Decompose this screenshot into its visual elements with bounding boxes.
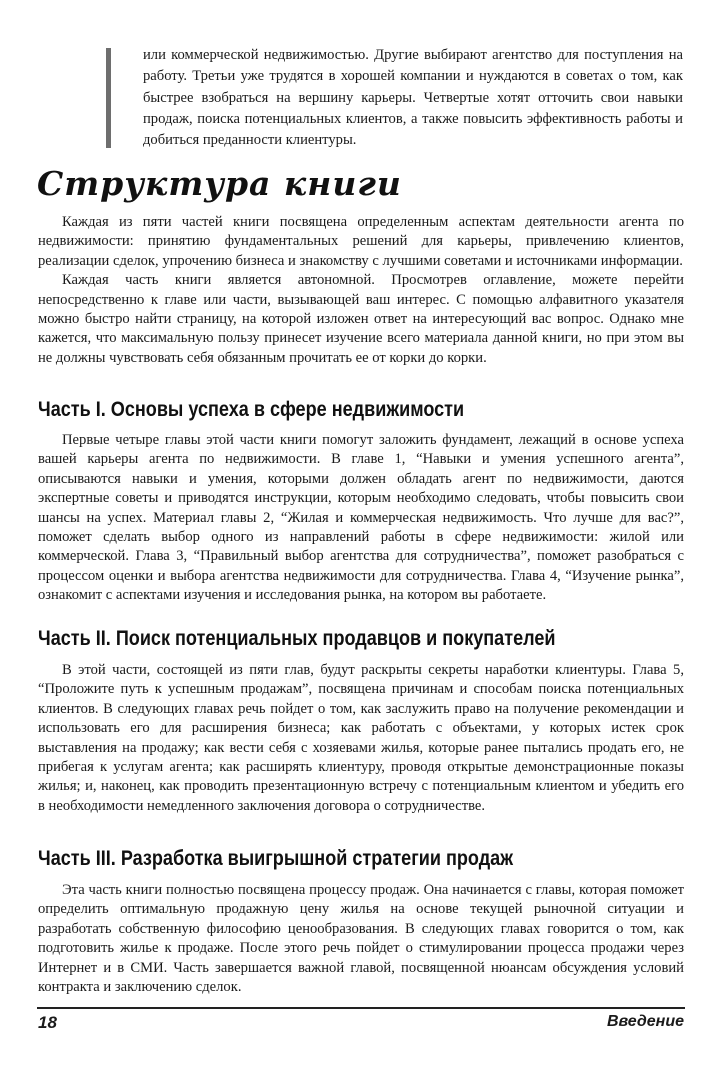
part1-paragraph: Первые четыре главы этой части книги помогут заложить фундамент, лежащий в основе успеха вашей карьеры агента по недвижимости. В главе 1, “Навыки и умения успешного агента”, описываются навыки и умения, которыми должен обладать агент по недвижимости, даются экспертные советы и приводятся инструкции, которым необходимо следовать, чтобы повысить свои шансы на успех. Материал главы 2, “Жилая и коммерческая недвижимость. Что лучше для вас?”, поможет сделать выбор одного из направлений работы в сфере недвижимости: жилой или коммерческой. Глава 3, “Правильный выбор агентства для сотрудничества”, поможет разобраться с процессом оценки и выбора агентства недвижимости для сотрудничества. Глава 4, “Изучение рынка”, ознакомит с аспектами изучения и исследования рынка, на котором вы работаете. [38,432,684,604]
intro-quote: или коммерческой недвижимостью. Другие выбирают агентство для поступления на работу. Третьи уже трудятся в хорошей компании и нуждаются в советах о том, как быстрее взобраться на вершину карьеры. Четвертые хотят отточить свои навыки продаж, поиска потенциальных клиентов, а также повысить эффективность работы и добиться преданности клиентуры. [143,47,683,149]
part3-body [38,881,684,997]
part1-body [38,431,684,606]
part2-body [38,661,684,816]
footer-divider [37,1007,685,1009]
structure-paragraph-1: Каждая из пяти частей книги посвящена определенным аспектам деятельности агента по недвижимости: принятию фундаментальных решений для карьеры, привлечению клиентов, реализации сделок, упрочению бизнеса и знакомству с лучшими советами и источниками информации. [38,214,684,269]
part3-paragraph: Эта часть книги полностью посвящена процессу продаж. Она начинается с главы, которая поможет определить оптимальную продажную цену жилья на основе текущей рыночной ситуации и разработать собственную философию ценообразования. В следующих главах говорится о том, как подготовить жилье к продаже. После этого речь пойдет о стимулировании процесса продажи через Интернет и в СМИ. Часть завершается важной главой, посвященной нюансам обсуждения условий контракта и заключению сделок. [38,882,684,996]
structure-body [38,213,684,368]
part2-heading: Часть II. Поиск потенциальных продавцов и покупателей [38,627,556,650]
page-number: 18 [38,1013,57,1032]
running-head: Введение [606,1013,684,1030]
section-title-structure: Структура книги [37,164,402,203]
part1-heading: Часть I. Основы успеха в сфере недвижимости [38,398,465,421]
quote-bar [106,48,111,148]
structure-paragraph-2: Каждая часть книги является автономной. Просмотрев оглавление, можете перейти непосредственно к главе или части, вызывающей ваш интерес. С помощью алфавитного указателя можно быстро найти страницу, на которой изложен ответ на интересующий вас вопрос. Однако мне кажется, что максимальную пользу принесет изучение всего материала данной книги, но при этом вы не должны чувствовать себя обязанным прочитать ее от корки до корки. [38,272,684,366]
part3-heading: Часть III. Разработка выигрышной стратегии продаж [38,847,514,870]
part2-paragraph: В этой части, состоящей из пяти глав, будут раскрыты секреты наработки клиентуры. Глава 5, “Проложите путь к успешным продажам”, посвящена причинам и способам поиска потенциальных клиентов. В следующих главах речь пойдет о том, как заслужить право на получение рекомендации и использовать его для расширения бизнеса; как работать с объектами, у которых истек срок выставления на продажу; как вести себя с хозяевами жилья, которые ранее пытались продать его, не прибегая к услугам агента; как расширять клиентуру, проводя открытые демонстрационные показы жилья; и, наконец, как проводить презентационную встречу с потенциальным клиентом и убедить его в необходимости немедленного заключения договора о сотрудничестве. [38,662,684,814]
